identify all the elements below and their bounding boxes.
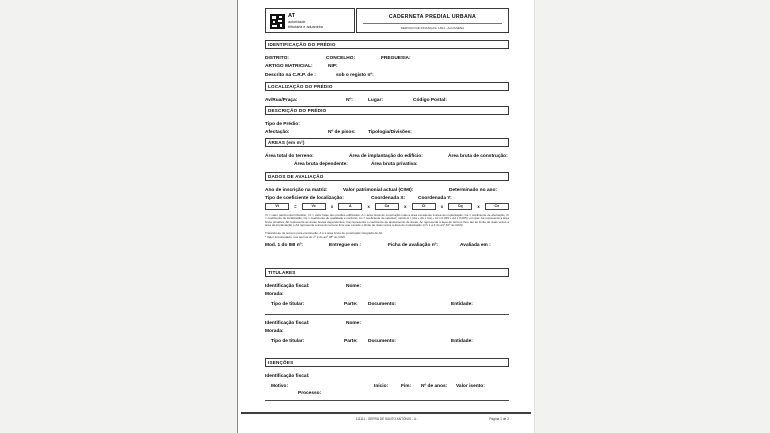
formula-operator: x — [440, 203, 444, 209]
label-coordenada-x: Coordenada X: — [371, 196, 406, 201]
document-title-box — [356, 8, 509, 33]
isencoes-divider — [265, 400, 509, 401]
label-tipologia: Tipologia/Divisões: — [368, 130, 412, 135]
label-descrito-crp: Descrito na C.R.P. de : — [265, 73, 316, 78]
formula-term-vt: Vt — [265, 203, 289, 210]
label-num-pisos: Nº de pisos: — [328, 130, 356, 135]
formula-term-ca: Ca — [375, 203, 399, 210]
label-ano-inscricao: Ano de inscrição na matriz: — [265, 188, 328, 193]
isencao-label-processo: Processo: — [298, 391, 322, 396]
isencao-label-identificacao-fiscal: Identificação fiscal: — [265, 374, 310, 379]
footer-reference: 111111 - SERRA DE SANTO ANTÓNIO - U - — [355, 417, 419, 421]
label-area-bruta-dependente: Área bruta dependente: — [294, 162, 348, 167]
valuation-note-arredondamento: * Valor arredondado, nos termos do nº 2 do artº 38º do CIMI. — [265, 235, 346, 239]
footer-rule — [241, 412, 531, 414]
isencao-label-valor-isento: Valor isento: — [456, 384, 485, 389]
at-logo-box — [265, 8, 355, 33]
label-artigo-matricial: ARTIGO MATRICIAL: — [265, 64, 313, 69]
label-distrito: DISTRITO: — [265, 56, 289, 61]
section-titulares: TITULARES — [265, 268, 509, 277]
valuation-formula — [265, 202, 509, 210]
label-coordenada-y: Coordenada Y: — [418, 196, 452, 201]
label-area-implantacao: Área de implantação do edifício: — [349, 154, 423, 159]
titular1-label-identificacao-fiscal: Identificação fiscal: — [265, 284, 310, 289]
isencao-label-fim: Fim: — [401, 384, 412, 389]
at-logo-line2: tributária e aduaneira — [288, 25, 323, 29]
label-area-bruta-construcao: Área bruta de construção: — [448, 154, 508, 159]
at-logo-acronym: AT — [288, 13, 296, 19]
formula-term-cv: Cv — [485, 203, 509, 210]
titular2-label-morada: Morada: — [265, 329, 284, 334]
titular1-label-tipo-titular: Tipo de titular: — [271, 302, 305, 307]
at-logo-icon — [270, 14, 285, 29]
isencao-label-inicio: Início: — [374, 384, 389, 389]
label-determinado-ano: Determinado no ano: — [449, 188, 497, 193]
isencao-label-motivo: Motivo: — [271, 384, 289, 389]
label-area-bruta-privativa: Área bruta privativa: — [371, 162, 418, 167]
titular2-label-identificacao-fiscal: Identificação fiscal: — [265, 321, 310, 326]
section-localizacao: LOCALIZAÇÃO DO PRÉDIO — [265, 82, 509, 91]
label-tipo-coeficiente: Tipo de coeficiente de localização: — [265, 196, 344, 201]
formula-operator: x — [330, 203, 334, 209]
formula-term-vc: Vc — [302, 203, 326, 210]
titular1-label-entidade: Entidade: — [451, 302, 473, 307]
titular1-label-parte: Parte: — [344, 302, 358, 307]
titular2-label-parte: Parte: — [344, 339, 358, 344]
titular1-label-documento: Documento: — [368, 302, 396, 307]
formula-operator: = — [294, 203, 297, 209]
label-freguesia: FREGUESIA: — [381, 56, 411, 61]
label-lugar: Lugar: — [368, 98, 383, 103]
titular1-label-morada: Morada: — [265, 292, 284, 297]
titular1-label-nome: Nome: — [346, 284, 361, 289]
isencao-label-num-anos: Nº de anos: — [421, 384, 448, 389]
formula-operator: x — [404, 203, 407, 209]
titular2-label-documento: Documento: — [368, 339, 396, 344]
label-avaliada-em: Avaliada em : — [460, 243, 491, 248]
formula-term-cl: Cl — [412, 203, 436, 210]
label-afectacao: Afectação: — [265, 130, 290, 135]
section-isencoes: ISENÇÕES — [265, 358, 509, 367]
label-registo: sob o registo nº: — [336, 73, 374, 78]
valuation-legal-note: Vt = valor patrimonial tributário; Vc = valor base dos prédios edificados; A = área bruta de construção mais a área excedente à área de implantação; Ca = coeficiente de afectação; Cl = coeficiente de localização; Cq = coeficiente de qualidade e conforto; Cv = coeficiente de vetustez; sendo A = (Aa + Ab x Caj + Ac x 0,025 + Ad x 0,005), em que: Aa representa a área bruta privativa, Ab representa as áreas brutas dependentes, Caj representa o coeficiente de ajustamento de áreas, Ac representa a área do terreno livre até ao limite de duas vezes a área de implantação e Ad representa a área do terreno livre que excede o limite de duas vezes a área de implantação (nºs 1 a 4 do artº 40º do CIMI). — [265, 213, 509, 228]
label-ficha-avaliacao: Ficha de avaliação nº: — [388, 243, 439, 248]
formula-term-cq: Cq — [448, 203, 472, 210]
document-subtitle: SERVIÇO DE FINANÇAS: 1821 - ALCANENA — [400, 25, 465, 30]
label-codigo-postal: Código Postal: — [413, 98, 447, 103]
label-concelho: CONCELHO: — [326, 56, 356, 61]
label-valor-patrimonial: Valor patrimonial actual (CIMI): — [343, 188, 414, 193]
formula-operator: x — [477, 203, 480, 209]
label-numero: Nº: — [346, 98, 353, 103]
document-page — [237, 0, 535, 433]
titular2-label-entidade: Entidade: — [451, 339, 473, 344]
titular2-label-tipo-titular: Tipo de titular: — [271, 339, 305, 344]
footer-page-number: Página 1 de 2 — [489, 417, 509, 421]
label-nip: NIP: — [328, 64, 338, 69]
section-avaliacao: DADOS DE AVALIAÇÃO — [265, 172, 509, 181]
label-tipo-predio: Tipo de Prédio: — [265, 122, 300, 127]
section-descricao: DESCRIÇÃO DO PRÉDIO — [265, 106, 509, 115]
at-logo-line1: autoridade — [288, 20, 306, 24]
formula-term-a: A — [338, 203, 362, 210]
valuation-note-terreno: Tratando-se de terreno para construção, A é a área bruta de construção integrada de Ab. — [265, 231, 384, 235]
title-divider — [363, 23, 502, 24]
section-areas: ÁREAS (em m²) — [265, 138, 509, 147]
section-identificacao: IDENTIFICAÇÃO DO PRÉDIO — [265, 40, 509, 49]
titular2-label-nome: Nome: — [346, 321, 361, 326]
label-entregue-em: Entregue em : — [329, 243, 361, 248]
titulares-divider — [265, 314, 509, 315]
label-area-total: Área total do terreno: — [265, 154, 314, 159]
label-mod-imi: Mod. 1 do IMI nº: — [265, 243, 303, 248]
label-av-rua-praca: Av/Rua/Praça: — [265, 98, 298, 103]
document-title: CADERNETA PREDIAL URBANA — [388, 14, 477, 20]
formula-operator: x — [367, 203, 370, 209]
